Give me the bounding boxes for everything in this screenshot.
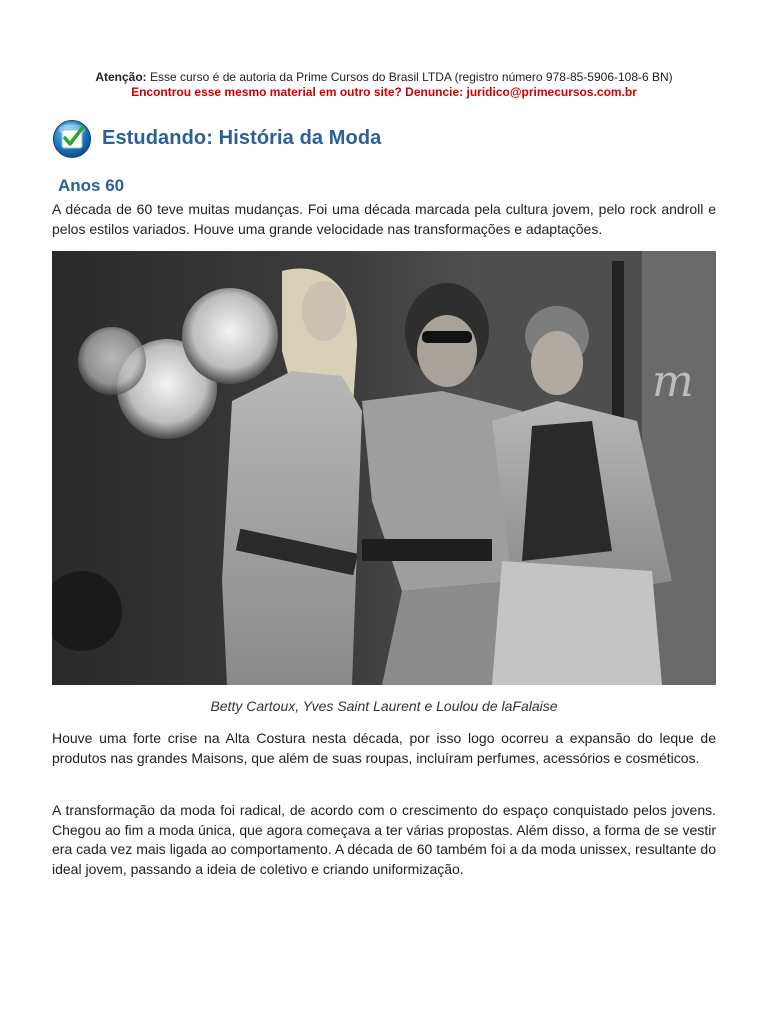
- section-title: Anos 60: [58, 176, 125, 195]
- page-header: [52, 117, 381, 159]
- notice-text: Esse curso é de autoria da Prime Cursos do Brasil LTDA (registro número 978-85-5906-108-6 BN): [146, 70, 673, 84]
- photo-caption: Betty Cartoux, Yves Saint Laurent e Loulou de laFalaise: [210, 698, 558, 714]
- notice-label: Atenção:: [95, 70, 147, 84]
- fashion-photo: [52, 251, 716, 685]
- intro-paragraph: A década de 60 teve muitas mudanças. Foi uma década marcada pela cultura jovem, pelo rock androll e pelos estilos variados. Houve uma grande velocidade nas transformações e adaptações.: [52, 201, 716, 237]
- paragraph-transformation: A transformação da moda foi radical, de acordo com o crescimento do espaço conquistado pelos jovens. Chegou ao fim a moda única, que agora começava a ter várias propostas. Além disso, a forma de se vestir era cada vez mais ligada ao comportamento. A década de 60 também foi a da moda unissex, resultante do ideal jovem, passando a ideia de coletivo e criando uniformização.: [52, 802, 716, 877]
- paragraph-crisis: Houve uma forte crise na Alta Costura nesta década, por isso logo ocorreu a expansão do leque de produtos nas grandes Maisons, que além de suas roupas, incluíram perfumes, acessórios e cosméticos.: [52, 730, 716, 766]
- svg-text:m: m: [652, 356, 694, 407]
- report-line: Encontrou esse mesmo material em outro site? Denuncie: juridico@primecursos.com.br: [131, 85, 637, 99]
- copyright-notice: [0, 70, 768, 100]
- checkmark-icon: [52, 118, 92, 158]
- copyright-line: [0, 70, 768, 85]
- page-title: Estudando: História da Moda: [102, 126, 382, 149]
